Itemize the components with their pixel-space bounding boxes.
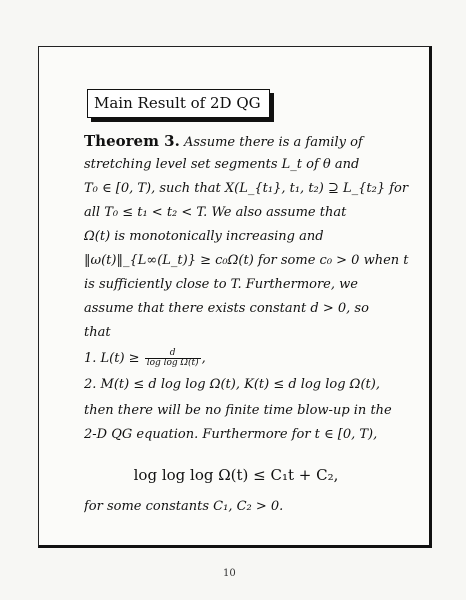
theorem-line-8: assume that there exists constant d > 0, so <box>84 301 369 316</box>
theorem-line-1 <box>84 129 426 155</box>
item1-prefix: 1. L(t) ≥ <box>84 351 140 366</box>
conclusion-line-2: 2-D QG equation. Furthermore for t ∈ [0, T), <box>84 427 378 442</box>
theorem-line-9: that <box>84 325 111 340</box>
page-number: 10 <box>223 568 236 579</box>
slide-title: Main Result of 2D QG <box>87 89 270 118</box>
theorem-line-6: ‖ω(t)‖_{L∞(L_t)} ≥ c₀Ω(t) for some c₀ > 0 when t <box>84 253 409 268</box>
theorem-line-2: stretching level set segments L_t of θ and <box>84 157 360 172</box>
theorem-line-3: T₀ ∈ [0, T), such that X(L_{t₁}, t₁, t₂) ⊇ L_{t₂} for <box>84 181 409 196</box>
theorem-line-4: all T₀ ≤ t₁ < t₂ < T. We also assume that <box>84 205 347 220</box>
condition-item-2: 2. M(t) ≤ d log log Ω(t), K(t) ≤ d log log Ω(t), <box>84 377 380 392</box>
closing-line: for some constants C₁, C₂ > 0. <box>84 499 284 514</box>
conclusion-line-1: then there will be no finite time blow-up in the <box>84 403 392 418</box>
theorem-text-1: Assume there is a family of <box>183 135 363 150</box>
item1-suffix: , <box>201 351 206 366</box>
slide-frame <box>38 46 432 548</box>
display-equation: log log log Ω(t) ≤ C₁t + C₂, <box>133 466 339 484</box>
condition-item-1 <box>84 347 426 371</box>
item1-fraction <box>145 349 201 368</box>
theorem-line-7: is sufficiently close to T. Furthermore, we <box>84 277 358 292</box>
item1-fraction-numerator: d <box>145 349 201 359</box>
theorem-line-5: Ω(t) is monotonically increasing and <box>84 229 324 244</box>
theorem-label: Theorem 3. <box>84 132 180 150</box>
item1-fraction-denominator: log log Ω(t) <box>146 358 199 368</box>
